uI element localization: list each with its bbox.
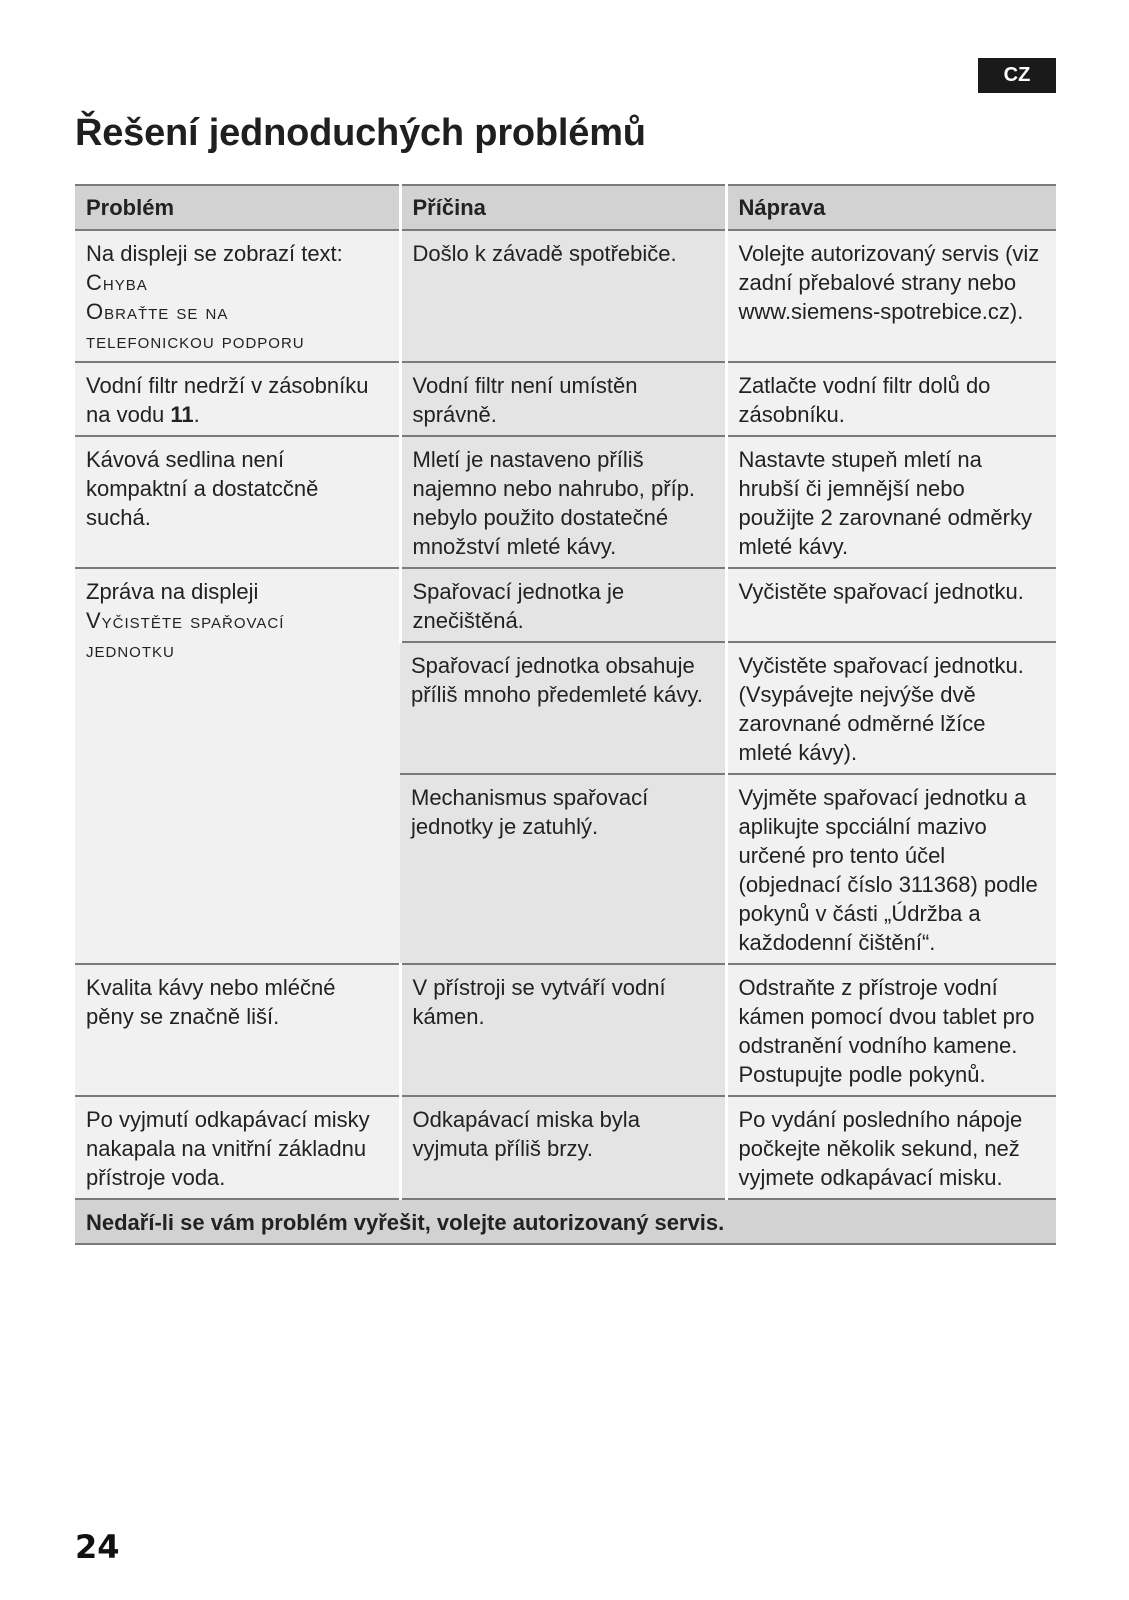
header-remedy: Náprava bbox=[726, 185, 1056, 230]
cause-cell: Spařovací jednotka obsahuje příliš mnoho předemleté kávy. bbox=[400, 642, 726, 774]
display-message: Vyčistěte spařovací bbox=[86, 608, 285, 633]
cause-cell: Došlo k závadě spotřebiče. bbox=[400, 230, 726, 362]
problem-text-end: . bbox=[193, 402, 200, 427]
problem-cell: Po vyjmutí odkapávací misky nakapala na vnitřní základnu přístroje voda. bbox=[75, 1096, 400, 1199]
language-badge: CZ bbox=[978, 58, 1056, 93]
remedy-cell: Odstraňte z přístroje vodní kámen pomocí dvou tablet pro odstranění vodního kamene. Postupujte podle pokynů. bbox=[726, 964, 1056, 1096]
problem-text: Zpráva na displeji bbox=[86, 579, 259, 604]
page-number: 24 bbox=[75, 1528, 120, 1566]
remedy-cell: Zatlačte vodní filtr dolů do zásobníku. bbox=[726, 362, 1056, 436]
problem-text: Na displeji se zobrazí text: bbox=[86, 241, 343, 266]
cause-cell: Mletí je nastaveno příliš najemno nebo nahrubo, příp. nebylo použito dostatečné množství mleté kávy. bbox=[400, 436, 726, 568]
remedy-cell: Vyčistěte spařovací jednotku. bbox=[726, 568, 1056, 642]
display-message: jednotku bbox=[86, 637, 175, 662]
display-message: Chyba bbox=[86, 270, 148, 295]
remedy-cell: Volejte autorizovaný servis (viz zadní přebalové strany nebo www.siemens-spotrebice.cz). bbox=[726, 230, 1056, 362]
troubleshooting-table bbox=[75, 184, 1056, 1245]
table-footer-row bbox=[75, 1199, 1056, 1244]
display-message: Obraťte se na bbox=[86, 299, 229, 324]
header-problem: Problém bbox=[75, 185, 400, 230]
cause-cell: Odkapávací miska byla vyjmuta příliš brzy. bbox=[400, 1096, 726, 1199]
header-cause: Příčina bbox=[400, 185, 726, 230]
cause-cell: Spařovací jednotka je znečištěná. bbox=[400, 568, 726, 642]
table-row bbox=[75, 362, 1056, 436]
problem-cell bbox=[75, 362, 400, 436]
table-row bbox=[75, 1096, 1056, 1199]
table-row bbox=[75, 436, 1056, 568]
cause-cell: Vodní filtr není umístěn správně. bbox=[400, 362, 726, 436]
remedy-cell: Vyjměte spařovací jednotku a aplikujte spcciální mazivo určené pro tento účel (objednací číslo 311368) podle pokynů v části „Údržba a každodenní čištění“. bbox=[726, 774, 1056, 964]
remedy-cell: Vyčistěte spařovací jednotku. (Vsypávejte nejvýše dvě zarovnané odměrné lžíce mleté kávy). bbox=[726, 642, 1056, 774]
cause-cell: Mechanismus spařovací jednotky je zatuhlý. bbox=[400, 774, 726, 964]
remedy-cell: Po vydání posledního nápoje počkejte několik sekund, než vyjmete odkapávací misku. bbox=[726, 1096, 1056, 1199]
table-row bbox=[75, 964, 1056, 1096]
table-row bbox=[75, 230, 1056, 362]
table-header-row bbox=[75, 185, 1056, 230]
footer-note: Nedaří-li se vám problém vyřešit, volejte autorizovaný servis. bbox=[75, 1199, 1056, 1244]
display-message: telefonickou podporu bbox=[86, 328, 305, 353]
table-row bbox=[75, 568, 1056, 642]
part-number: 11 bbox=[170, 402, 194, 427]
problem-cell bbox=[75, 230, 400, 362]
page-title: Řešení jednoduchých problémů bbox=[75, 112, 646, 154]
cause-cell: V přístroji se vytváří vodní kámen. bbox=[400, 964, 726, 1096]
problem-text: Vodní filtr nedrží v zásobníku na vodu bbox=[86, 373, 369, 427]
problem-cell bbox=[75, 568, 400, 964]
remedy-cell: Nastavte stupeň mletí na hrubší či jemnější nebo použijte 2 zarovnané odměrky mleté kávy. bbox=[726, 436, 1056, 568]
problem-cell: Kvalita kávy nebo mléčné pěny se značně liší. bbox=[75, 964, 400, 1096]
problem-cell: Kávová sedlina není kompaktní a dostatcčně suchá. bbox=[75, 436, 400, 568]
